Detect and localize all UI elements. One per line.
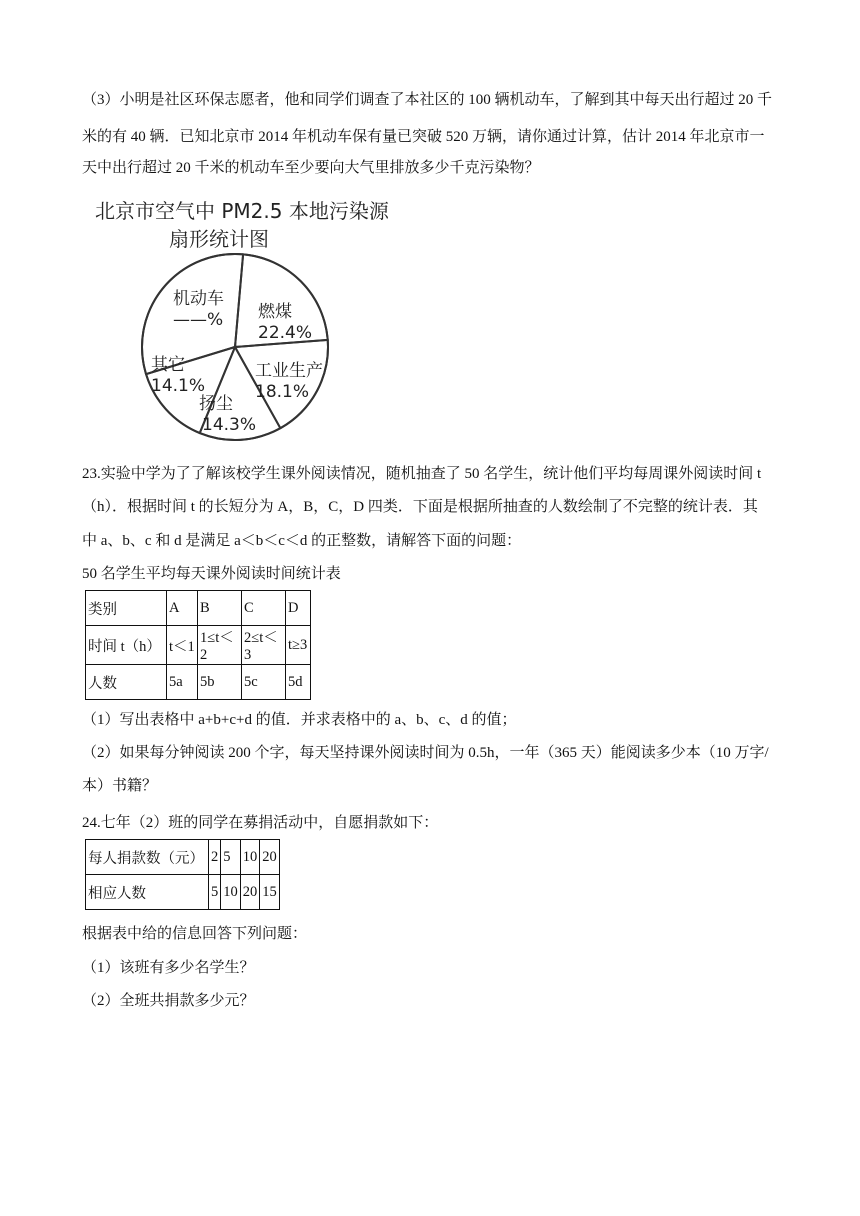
slice-label-motor-vehicle: 机动车 xyxy=(173,289,224,309)
slice-label-industry: 工业生产 xyxy=(255,361,323,381)
q23-part2-line1: （2）如果每分钟阅读 200 个字，每天坚持课外阅读时间为 0.5h，一年（365 天）能阅读多少本（10 万字/ xyxy=(82,745,769,761)
table-cell: 1≤t＜2 xyxy=(198,626,242,665)
q24-prompt: 根据表中给的信息回答下列问题： xyxy=(82,926,308,942)
table-cell: 5 xyxy=(221,840,241,875)
table-cell: B xyxy=(198,591,242,626)
slice-value-coal: 22.4% xyxy=(258,323,313,343)
table-row xyxy=(86,840,280,875)
slice-value-other: 14.1% xyxy=(151,376,206,396)
slice-label-coal: 燃煤 xyxy=(258,302,292,322)
table-cell: 5b xyxy=(198,665,242,700)
chart-title: 北京市空气中 PM2.5 本地污染源 xyxy=(95,199,389,223)
table-cell: 类别 xyxy=(86,591,167,626)
table-cell: 20 xyxy=(260,840,280,875)
donation-table xyxy=(85,839,280,910)
table-cell: D xyxy=(286,591,311,626)
table-cell: 2≤t＜3 xyxy=(242,626,286,665)
table-cell: 20 xyxy=(240,875,260,910)
table-row xyxy=(86,626,311,665)
pie-chart-svg xyxy=(95,192,440,444)
table-cell: 5a xyxy=(167,665,198,700)
table-cell: 10 xyxy=(221,875,241,910)
q23-part2-line2: 本）书籍？ xyxy=(82,778,158,794)
q22-part3-line2: 米的有 40 辆．已知北京市 2014 年机动车保有量已突破 520 万辆，请你通过计算，估计 2014 年北京市一 xyxy=(82,129,765,145)
q24-part1: （1）该班有多少名学生？ xyxy=(82,960,255,976)
table-cell: A xyxy=(167,591,198,626)
table-cell: 时间 t（h） xyxy=(86,626,167,665)
table-cell: 每人捐款数（元） xyxy=(86,840,209,875)
reading-time-table xyxy=(85,590,311,700)
q23-table-title: 50 名学生平均每天课外阅读时间统计表 xyxy=(82,566,341,582)
q22-part3-line1: （3）小明是社区环保志愿者，他和同学们调查了本社区的 100 辆机动车，了解到其中每天出行超过 20 千 xyxy=(82,92,773,108)
slice-label-dust: 扬尘 xyxy=(199,394,233,414)
q24-intro: 24.七年（2）班的同学在募捐活动中，自愿捐款如下： xyxy=(82,815,439,831)
slice-value-motor-vehicle: ——% xyxy=(173,310,224,330)
table-cell: 2 xyxy=(209,840,221,875)
table-cell: t≥3 xyxy=(286,626,311,665)
table-cell: 5 xyxy=(209,875,221,910)
q23-line2: （h）．根据时间 t 的长短分为 A，B，C，D 四类．下面是根据所抽查的人数绘制了不完整的统计表．其 xyxy=(82,499,758,515)
slice-value-dust: 14.3% xyxy=(202,415,257,435)
table-cell: t＜1 xyxy=(167,626,198,665)
table-cell: 相应人数 xyxy=(86,875,209,910)
table-row xyxy=(86,591,311,626)
chart-subtitle: 扇形统计图 xyxy=(169,227,269,251)
slice-value-industry: 18.1% xyxy=(255,382,310,402)
q23-line3: 中 a、b、c 和 d 是满足 a＜b＜c＜d 的正整数，请解答下面的问题： xyxy=(82,533,522,549)
q24-part2: （2）全班共捐款多少元？ xyxy=(82,993,255,1009)
pie xyxy=(142,254,328,440)
q23-part1: （1）写出表格中 a+b+c+d 的值．并求表格中的 a、b、c、d 的值； xyxy=(82,712,517,728)
table-cell: 人数 xyxy=(86,665,167,700)
table-row xyxy=(86,665,311,700)
table-cell: 15 xyxy=(260,875,280,910)
table-cell: C xyxy=(242,591,286,626)
table-row xyxy=(86,875,280,910)
table-cell: 5d xyxy=(286,665,311,700)
pie-chart-figure xyxy=(95,192,440,444)
q23-line1: 23.实验中学为了了解该校学生课外阅读情况，随机抽查了 50 名学生，统计他们平均每周课外阅读时间 t xyxy=(82,466,762,482)
slice-label-other: 其它 xyxy=(151,355,185,375)
table-cell: 10 xyxy=(240,840,260,875)
q22-part3-line3: 天中出行超过 20 千米的机动车至少要向大气里排放多少千克污染物？ xyxy=(82,160,540,176)
table-cell: 5c xyxy=(242,665,286,700)
